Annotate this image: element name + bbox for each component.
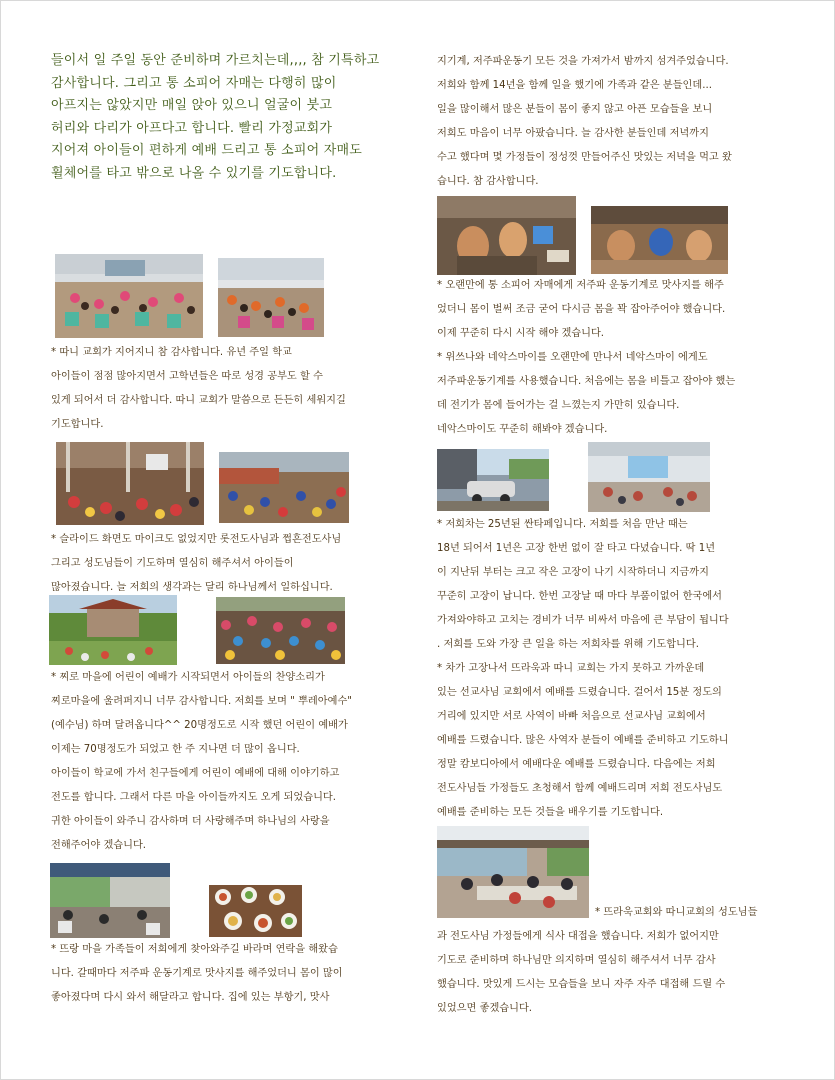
text-line: 꾸준히 고장이 납니다. 한번 고장날 때 마다 부품이없어 한국에서	[437, 591, 723, 602]
text-line: * 찌로 마을에 어린이 예배가 시작되면서 아이들의 찬양소리가	[51, 672, 325, 683]
photo-missionary-church	[588, 442, 710, 512]
paragraph-chiro-village	[51, 666, 352, 858]
text-line: 휠체어를 타고 밖으로 나올 수 있기를 기도합니다.	[51, 165, 337, 181]
text-line: 그리고 성도님들이 기도하며 열심히 해주셔서 아이들이	[51, 558, 294, 569]
text-line: 아프지는 않았지만 매일 앉아 있으니 얼굴이 붓고	[51, 98, 333, 114]
text-line: 이 지난뒤 부터는 크고 작은 고장이 나기 시작하더니 지금까지	[437, 567, 709, 578]
text-line: 있는 선교사님 교회에서 예배를 드렸습니다. 걸어서 15분 정도의	[437, 687, 722, 698]
text-line: 들이서 일 주일 동안 준비하며 가르치는데,,,, 참 기특하고	[51, 53, 380, 68]
intro-paragraph	[51, 50, 379, 186]
photo-santafe-car	[437, 449, 549, 511]
text-line: 지어져 아이들이 편하게 예배 드리고 통 소피어 자매도	[51, 143, 363, 159]
text-line: 찌로마을에 울려퍼지니 너무 감사합니다. 저희를 보며 " 뿌레아예수"	[51, 696, 352, 707]
photo-village-children	[216, 597, 345, 664]
photo-church-children-1	[55, 254, 203, 338]
paragraph-car-prayer	[437, 513, 729, 825]
text-line: 데 전기가 몸에 들어가는 걸 느꼈는지 가만히 있습니다.	[437, 400, 680, 411]
text-line: * 따니 교회가 지어지니 참 감사합니다. 유년 주일 학교	[51, 347, 292, 358]
text-line: 과 전도사님 가정들에게 식사 대접을 했습니다. 저희가 없어지만	[437, 931, 719, 942]
paragraph-tani-church	[51, 341, 346, 437]
paragraph-trang-village	[51, 938, 343, 1010]
text-line: 18년 되어서 1년은 고장 한번 없이 잘 타고 다녔습니다. 딱 1년	[437, 543, 716, 554]
photo-meal-gathering	[437, 826, 589, 918]
photo-village-house	[49, 595, 177, 665]
text-line: . 저희를 도와 가장 큰 일을 하는 저희차를 위해 기도합니다.	[437, 639, 699, 650]
text-line: * 뜨라욱교회와 따니교회의 성도님들	[595, 907, 758, 918]
paragraph-sophia-massage	[437, 274, 735, 442]
paragraph-meal	[437, 925, 725, 1021]
text-line: 었더니 몸이 벌써 조금 굳어 다시금 몸을 꽉 잡아주어야 했습니다.	[437, 304, 726, 315]
text-line: 가져와야하고 고치는 경비가 너무 비싸서 마음에 큰 부담이 됩니다	[437, 615, 729, 626]
text-line: 저희도 마음이 너무 아팠습니다. 늘 감사한 분들인데 저녁까지	[437, 128, 709, 139]
text-line: * 뜨랑 마을 가족들이 저희에게 찾아와주길 바라며 연락을 해왔습	[51, 944, 338, 955]
photo-massage-1	[437, 196, 576, 275]
text-line: 좋아졌다며 다시 와서 해달라고 합니다. 집에 있는 부항기, 맛사	[51, 992, 330, 1003]
photo-massage-2	[591, 206, 728, 274]
text-line: 있었으면 좋겠습니다.	[437, 1003, 533, 1014]
text-line: (예수님) 하며 달려옵니다^^ 20명정도로 시작 했던 어린이 예배가	[51, 720, 348, 731]
text-line: 저주파운동기계를 사용했습니다. 처음에는 몸을 비틀고 잡아야 했는	[437, 376, 736, 387]
text-line: 기도합니다.	[51, 419, 104, 430]
text-line: * 슬라이드 화면도 마이크도 없었지만 롯전도사님과 쩝흔전도사님	[51, 534, 342, 545]
text-line: 이제는 70명정도가 되었고 한 주 지나면 더 많이 옵니다.	[51, 744, 300, 755]
paragraph-massage-service	[437, 50, 732, 194]
photo-church-children-2	[218, 258, 324, 337]
text-line: 아이들이 점점 많아지면서 고학년들은 따로 성경 공부도 할 수	[51, 371, 323, 382]
text-line: 저희와 함께 14년을 함께 일을 했기에 가족과 같은 분들인데...	[437, 80, 712, 91]
text-line: 거리에 있지만 서로 사역이 바빠 처음으로 선교사님 교회에서	[437, 711, 706, 722]
text-line: 수고 했다며 몇 가정들이 정성껏 만들어주신 맛있는 저녁을 먹고 왔	[437, 152, 732, 163]
text-line: * 저희차는 25년된 싼타페입니다. 저희를 처음 만난 때는	[437, 519, 688, 530]
photo-family-visit	[50, 863, 170, 938]
photo-outdoor-gathering-2	[219, 452, 349, 523]
text-line: 지기계, 저주파운동기 모든 것을 가져가서 밤까지 섬겨주었습니다.	[437, 56, 729, 67]
text-line: 습니다. 참 감사합니다.	[437, 176, 539, 187]
text-line: 귀한 아이들이 와주니 감사하며 더 사랑해주며 하나님의 사랑을	[51, 816, 330, 827]
text-line: 정말 캄보디아에서 예배다운 예배를 드렸습니다. 다음에는 저희	[437, 759, 716, 770]
photo-outdoor-gathering-1	[56, 442, 204, 525]
text-line: 이제 꾸준히 다시 시작 해야 겠습니다.	[437, 328, 605, 339]
text-line: 전해주어야 겠습니다.	[51, 840, 147, 851]
text-line: * 오랜만에 통 소피어 자매에게 저주파 운동기계로 맛사지를 해주	[437, 280, 724, 291]
photo-dinner-table	[209, 885, 302, 937]
text-line: 아이들이 학교에 가서 친구들에게 어린이 예배에 대해 이야기하고	[51, 768, 340, 779]
text-line: 많아졌습니다. 늘 저희의 생각과는 달리 하나님께서 일하십니다.	[51, 582, 333, 593]
text-line: * 위쓰나와 네악스마이를 오랜만에 만나서 네악스마이 에게도	[437, 352, 708, 363]
paragraph-meal-first-line	[595, 901, 757, 925]
paragraph-evangelists	[51, 528, 341, 600]
text-line: 일을 많이해서 많은 분들이 몸이 좋지 않고 아픈 모습들을 보니	[437, 104, 713, 115]
text-line: 허리와 다리가 아프다고 합니다. 빨리 가정교회가	[51, 120, 333, 136]
text-line: * 차가 고장나서 뜨라욱과 따니 교회는 가지 못하고 가까운데	[437, 663, 705, 674]
text-line: 예배를 드렸습니다. 많은 사역자 분들이 예배를 준비하고 기도하니	[437, 735, 729, 746]
text-line: 했습니다. 맛있게 드시는 모습들을 보니 자주 자주 대접해 드릴 수	[437, 979, 726, 990]
text-line: 예배를 준비하는 모든 것들을 배우기를 기도합니다.	[437, 807, 664, 818]
text-line: 전도사님들 가정들도 초청해서 함께 예배드리며 저희 전도사님도	[437, 783, 723, 794]
text-line: 전도를 합니다. 그래서 다른 마을 아이들까지도 오게 되었습니다.	[51, 792, 337, 803]
text-line: 니다. 갈때마다 저주파 운동기계로 맛사지를 해주었더니 몸이 많이	[51, 968, 343, 979]
text-line: 네악스마이도 꾸준히 해봐야 겠습니다.	[437, 424, 608, 435]
text-line: 감사합니다. 그리고 통 소피어 자매는 다행히 많이	[51, 75, 337, 91]
text-line: 있게 되어서 더 감사합니다. 따니 교회가 말씀으로 든든히 세워지길	[51, 395, 346, 406]
text-line: 기도로 준비하며 하나님만 의지하며 열심히 해주셔서 너무 감사	[437, 955, 716, 966]
